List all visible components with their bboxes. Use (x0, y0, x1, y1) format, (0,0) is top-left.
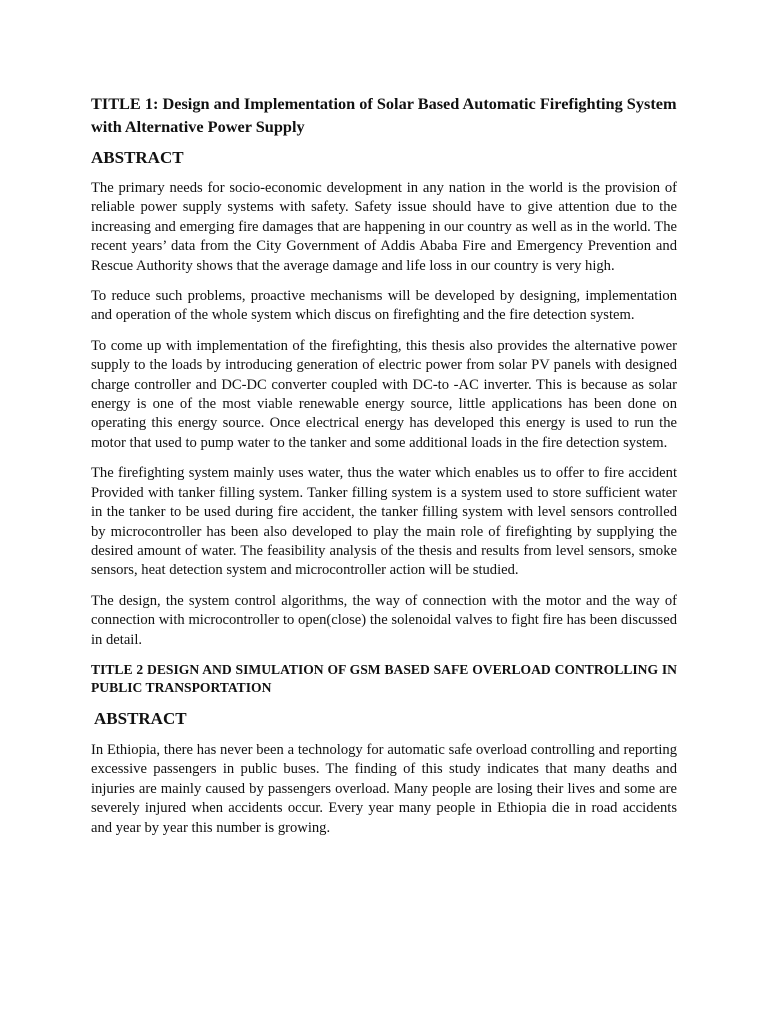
abstract-2-paragraph-1: In Ethiopia, there has never been a technology for automatic safe overload controlling and reporting excessive passengers in public buses. The finding of this study indicates that many deaths and injuries are mainly caused by passengers overload. Many people are losing their lives and some are severely injured when accidents occur. Every year many people in Ethiopia die in road accidents and year by year this number is growing. (91, 741, 677, 836)
abstract-1-paragraph-2: To reduce such problems, proactive mechanisms will be developed by designing, implementation and operation of the whole system which discus on firefighting and the fire detection system. (91, 288, 677, 324)
abstract-heading-1: ABSTRACT (91, 148, 184, 167)
abstract-1-paragraph-3: To come up with implementation of the firefighting, this thesis also provides the alternative power supply to the loads by introducing generation of electric power from solar PV panels with designed charge controller and DC-DC converter coupled with DC-to -AC inverter. This is because as solar energy is one of the most viable renewable energy source, little applications has been done on operating this energy source. Once electrical energy has developed this energy is used to run the motor that used to pump water to the tanker and some additional loads in the fire detection system. (91, 337, 677, 451)
abstract-1-paragraph-1: The primary needs for socio-economic development in any nation in the world is the provision of reliable power supply systems with safety. Safety issue should have to give attention due to the increasing and emerging fire damages that are happening in our country as well as in the world. The recent years’ data from the City Government of Addis Ababa Fire and Emergency Prevention and Rescue Authority shows that the average damage and life loss in our country is very high. (91, 180, 677, 274)
title-1-heading: TITLE 1: Design and Implementation of Solar Based Automatic Firefighting System with Alternative Power Supply (91, 94, 677, 136)
abstract-heading-2: ABSTRACT (94, 708, 187, 728)
abstract-1-paragraph-4: The firefighting system mainly uses water, thus the water which enables us to offer to fire accident Provided with tanker filling system. Tanker filling system is a system used to store sufficient water in the tanker to be used during fire accident, the tanker filling system with level sensors controlled by microcontroller has been also developed to play the main role of firefighting by supplying the desired amount of water. The feasibility analysis of the thesis and results from level sensors, smoke sensors, heat detection system and microcontroller action will be studied. (91, 465, 677, 579)
document-content (91, 92, 677, 849)
title-2-heading: TITLE 2 DESIGN AND SIMULATION OF GSM BASED SAFE OVERLOAD CONTROLLING IN PUBLIC TRANSPORTATION (91, 661, 677, 696)
abstract-1-paragraph-5: The design, the system control algorithms, the way of connection with the motor and the way of connection with microcontroller to open(close) the solenoidal valves to fight fire has been discussed in detail. (91, 592, 677, 648)
